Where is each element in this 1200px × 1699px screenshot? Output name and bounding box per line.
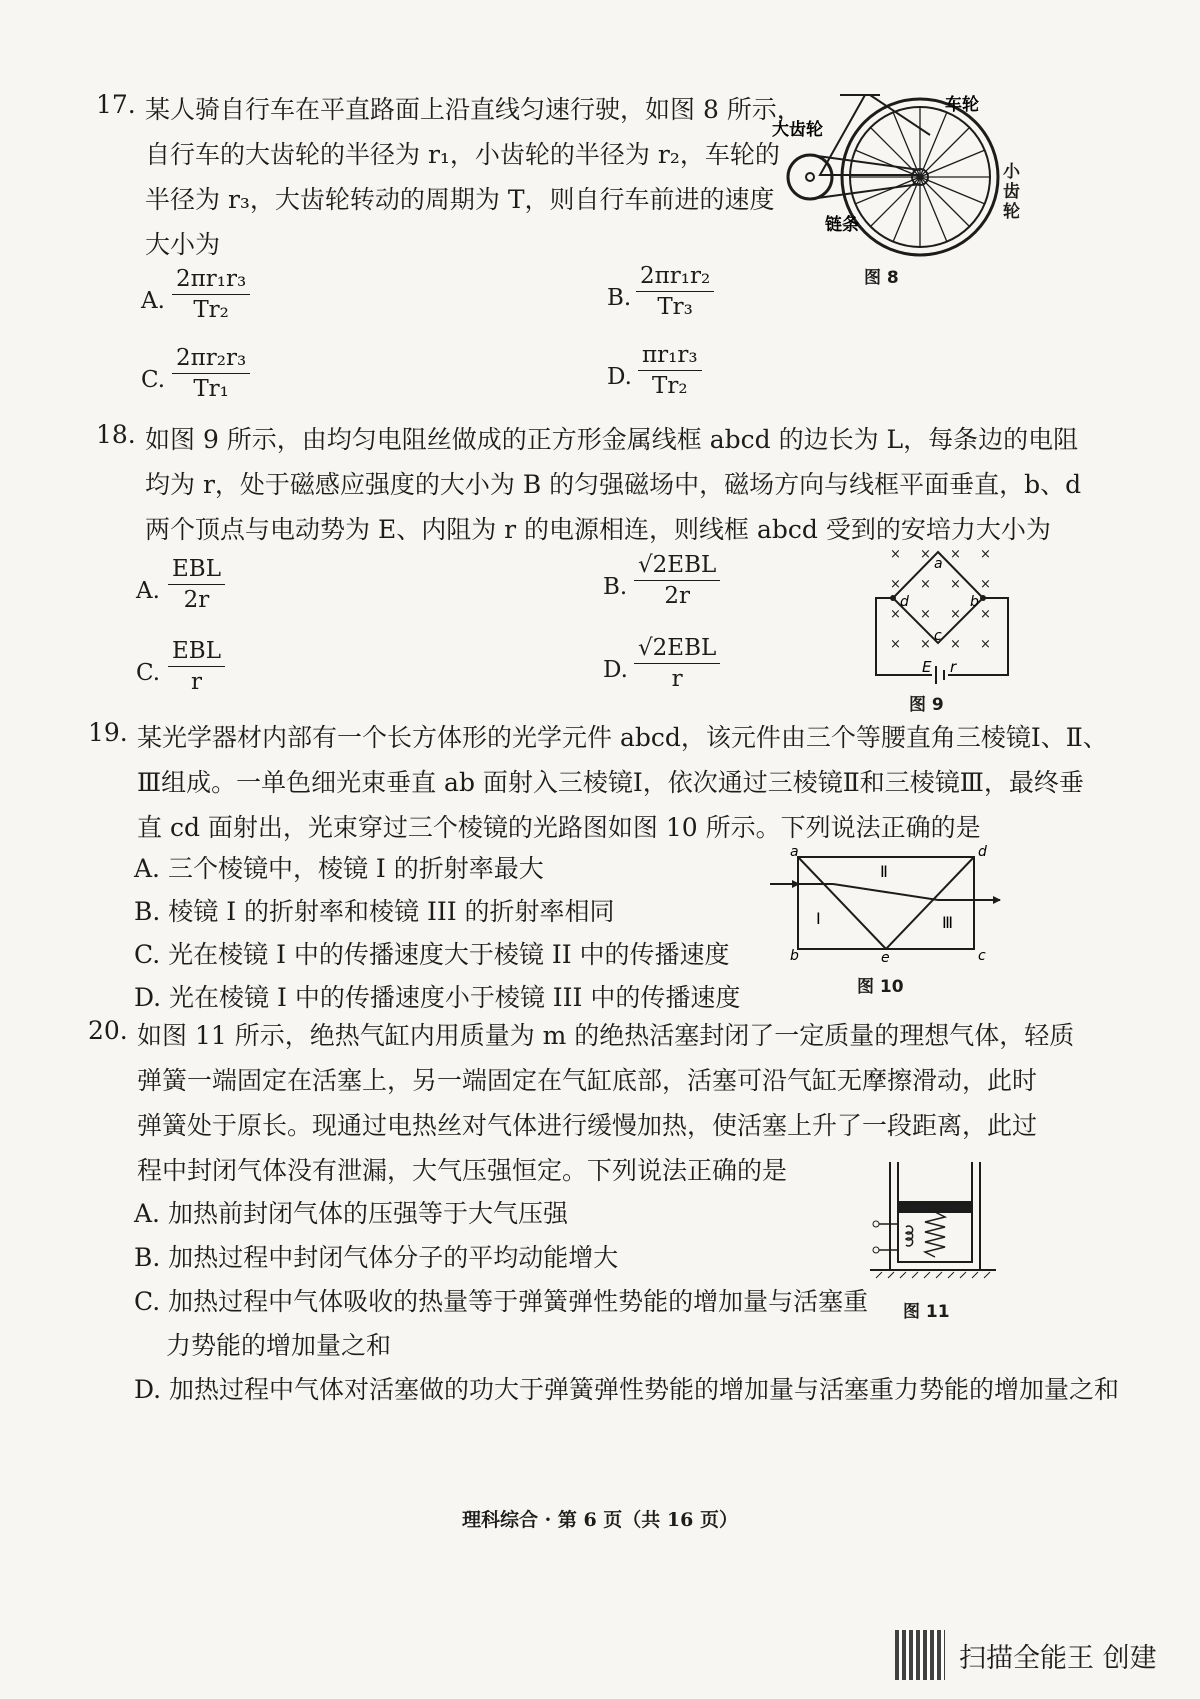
big-gear-label: 大齿轮 bbox=[772, 120, 823, 140]
question-text: 自行车的大齿轮的半径为 r₁，小齿轮的半径为 r₂，车轮的 bbox=[145, 140, 780, 169]
question-text: 如图 9 所示，由均匀电阻丝做成的正方形金属线框 abcd 的边长为 L，每条边的电阻 bbox=[145, 425, 1079, 454]
option-b: B. 加热过程中封闭气体分子的平均动能增大 bbox=[134, 1243, 619, 1272]
corner-a: a bbox=[790, 844, 799, 860]
svg-text:×: × bbox=[980, 547, 991, 562]
circuit-figure bbox=[870, 540, 1020, 700]
figure-9-caption: 图 9 bbox=[909, 695, 944, 715]
option-label: B. bbox=[607, 285, 632, 311]
svg-text:×: × bbox=[950, 607, 961, 622]
emf-label: E bbox=[922, 658, 932, 676]
option-c-continued: 力势能的增加量之和 bbox=[166, 1331, 392, 1360]
svg-text:×: × bbox=[920, 637, 931, 652]
option-formula: $\frac{\text{2πr₁r₂}}{\text{Tr₃}}$ bbox=[636, 263, 714, 320]
scanner-watermark bbox=[895, 1630, 1157, 1680]
svg-text:×: × bbox=[950, 637, 961, 652]
option-c: C. 加热过程中气体吸收的热量等于弹簧弹性势能的增加量与活塞重 bbox=[134, 1287, 869, 1316]
svg-text:×: × bbox=[920, 607, 931, 622]
figure-10-caption: 图 10 bbox=[857, 977, 904, 997]
option-label: C. bbox=[141, 367, 166, 393]
question-text: 弹簧一端固定在活塞上，另一端固定在气缸底部，活塞可沿气缸无摩擦滑动，此时 bbox=[137, 1066, 1038, 1095]
question-text: 两个顶点与电动势为 E、内阻为 r 的电源相连，则线框 abcd 受到的安培力大小为 bbox=[145, 515, 1051, 544]
question-text: 大小为 bbox=[145, 230, 221, 259]
svg-text:×: × bbox=[890, 637, 901, 652]
vertex-d: d bbox=[900, 594, 909, 610]
option-label: A. bbox=[141, 288, 165, 314]
option-label: B. bbox=[603, 574, 628, 600]
option-formula: $\frac{\text{πr₁r₃}}{\text{Tr₂}}$ bbox=[638, 342, 702, 399]
option-formula: $\frac{\text{2πr₁r₃}}{\text{Tr₂}}$ bbox=[172, 266, 250, 323]
small-gear-label: 小齿轮 bbox=[1003, 162, 1020, 222]
prism-3-label: Ⅲ bbox=[942, 913, 954, 932]
bicycle-figure bbox=[770, 85, 1030, 285]
option-formula: EBL r bbox=[168, 638, 225, 695]
svg-text:×: × bbox=[950, 547, 961, 562]
vertex-a: a bbox=[934, 556, 943, 572]
svg-text:×: × bbox=[890, 547, 901, 562]
option-a: A. 三个棱镜中，棱镜 I 的折射率最大 bbox=[134, 854, 544, 883]
corner-b: b bbox=[790, 948, 799, 964]
question-text: 如图 11 所示，绝热气缸内用质量为 m 的绝热活塞封闭了一定质量的理想气体，轻质 bbox=[137, 1021, 1075, 1050]
option-formula: √2EBL r bbox=[634, 635, 720, 692]
point-e: e bbox=[881, 950, 890, 966]
question-text: 直 cd 面射出，光束穿过三个棱镜的光路图如图 10 所示。下列说法正确的是 bbox=[137, 813, 981, 842]
corner-c: c bbox=[978, 948, 986, 964]
svg-text:×: × bbox=[890, 577, 901, 592]
question-number: 19. bbox=[88, 718, 128, 747]
option-label: C. bbox=[136, 660, 161, 686]
option-label: A. bbox=[136, 578, 160, 604]
figure-11-caption: 图 11 bbox=[903, 1302, 950, 1322]
page-footer: 理科综合 · 第 6 页（共 16 页） bbox=[462, 1509, 738, 1531]
question-text: 某光学器材内部有一个长方体形的光学元件 abcd，该元件由三个等腰直角三棱镜Ⅰ、Ⅱ、 bbox=[137, 723, 1108, 752]
prism-figure bbox=[768, 842, 1008, 967]
chain-label: 链条 bbox=[825, 215, 859, 235]
option-b: B. 棱镜 I 的折射率和棱镜 III 的折射率相同 bbox=[134, 897, 615, 926]
svg-text:×: × bbox=[950, 577, 961, 592]
option-label: D. bbox=[607, 364, 632, 390]
svg-text:×: × bbox=[890, 607, 901, 622]
svg-text:×: × bbox=[980, 577, 991, 592]
option-c: C. 光在棱镜 I 中的传播速度大于棱镜 II 中的传播速度 bbox=[134, 940, 730, 969]
option-a: A. 加热前封闭气体的压强等于大气压强 bbox=[134, 1199, 568, 1228]
option-formula: √2EBL 2r bbox=[634, 552, 720, 609]
prism-2-label: Ⅱ bbox=[880, 862, 888, 881]
option-d: D. 光在棱镜 I 中的传播速度小于棱镜 III 中的传播速度 bbox=[134, 983, 741, 1012]
wheel-label: 车轮 bbox=[945, 95, 979, 115]
question-text: 半径为 r₃，大齿轮转动的周期为 T，则自行车前进的速度 bbox=[145, 185, 775, 214]
question-number: 17. bbox=[96, 90, 136, 119]
prism-1-label: Ⅰ bbox=[816, 909, 821, 928]
resistance-label: r bbox=[950, 658, 957, 676]
vertex-b: b bbox=[970, 594, 979, 610]
option-label: D. bbox=[603, 657, 628, 683]
question-text: 均为 r，处于磁感应强度的大小为 B 的匀强磁场中，磁场方向与线框平面垂直，b、d bbox=[145, 470, 1082, 499]
watermark-text: 扫描全能王 创建 bbox=[959, 1642, 1157, 1674]
question-text: 弹簧处于原长。现通过电热丝对气体进行缓慢加热，使活塞上升了一段距离，此过 bbox=[137, 1111, 1038, 1140]
svg-text:×: × bbox=[920, 577, 931, 592]
figure-8-caption: 图 8 bbox=[864, 268, 899, 288]
svg-text:×: × bbox=[920, 547, 931, 562]
cylinder-figure bbox=[868, 1162, 998, 1282]
vertex-c: c bbox=[934, 628, 942, 644]
question-number: 20. bbox=[88, 1016, 128, 1045]
option-formula: $\frac{\text{2πr₂r₃}}{\text{Tr₁}}$ bbox=[172, 345, 250, 402]
option-formula: EBL 2r bbox=[168, 556, 225, 613]
question-text: Ⅲ组成。一单色细光束垂直 ab 面射入三棱镜Ⅰ，依次通过三棱镜Ⅱ和三棱镜Ⅲ，最终垂 bbox=[137, 768, 1084, 797]
question-text: 某人骑自行车在平直路面上沿直线匀速行驶，如图 8 所示， bbox=[145, 95, 802, 124]
option-d: D. 加热过程中气体对活塞做的功大于弹簧弹性势能的增加量与活塞重力势能的增加量之和 bbox=[134, 1375, 1120, 1404]
svg-text:×: × bbox=[980, 637, 991, 652]
question-number: 18. bbox=[96, 420, 136, 449]
qr-code-icon bbox=[895, 1630, 945, 1680]
question-text: 程中封闭气体没有泄漏，大气压强恒定。下列说法正确的是 bbox=[137, 1156, 788, 1185]
corner-d: d bbox=[978, 844, 987, 860]
svg-text:×: × bbox=[980, 607, 991, 622]
